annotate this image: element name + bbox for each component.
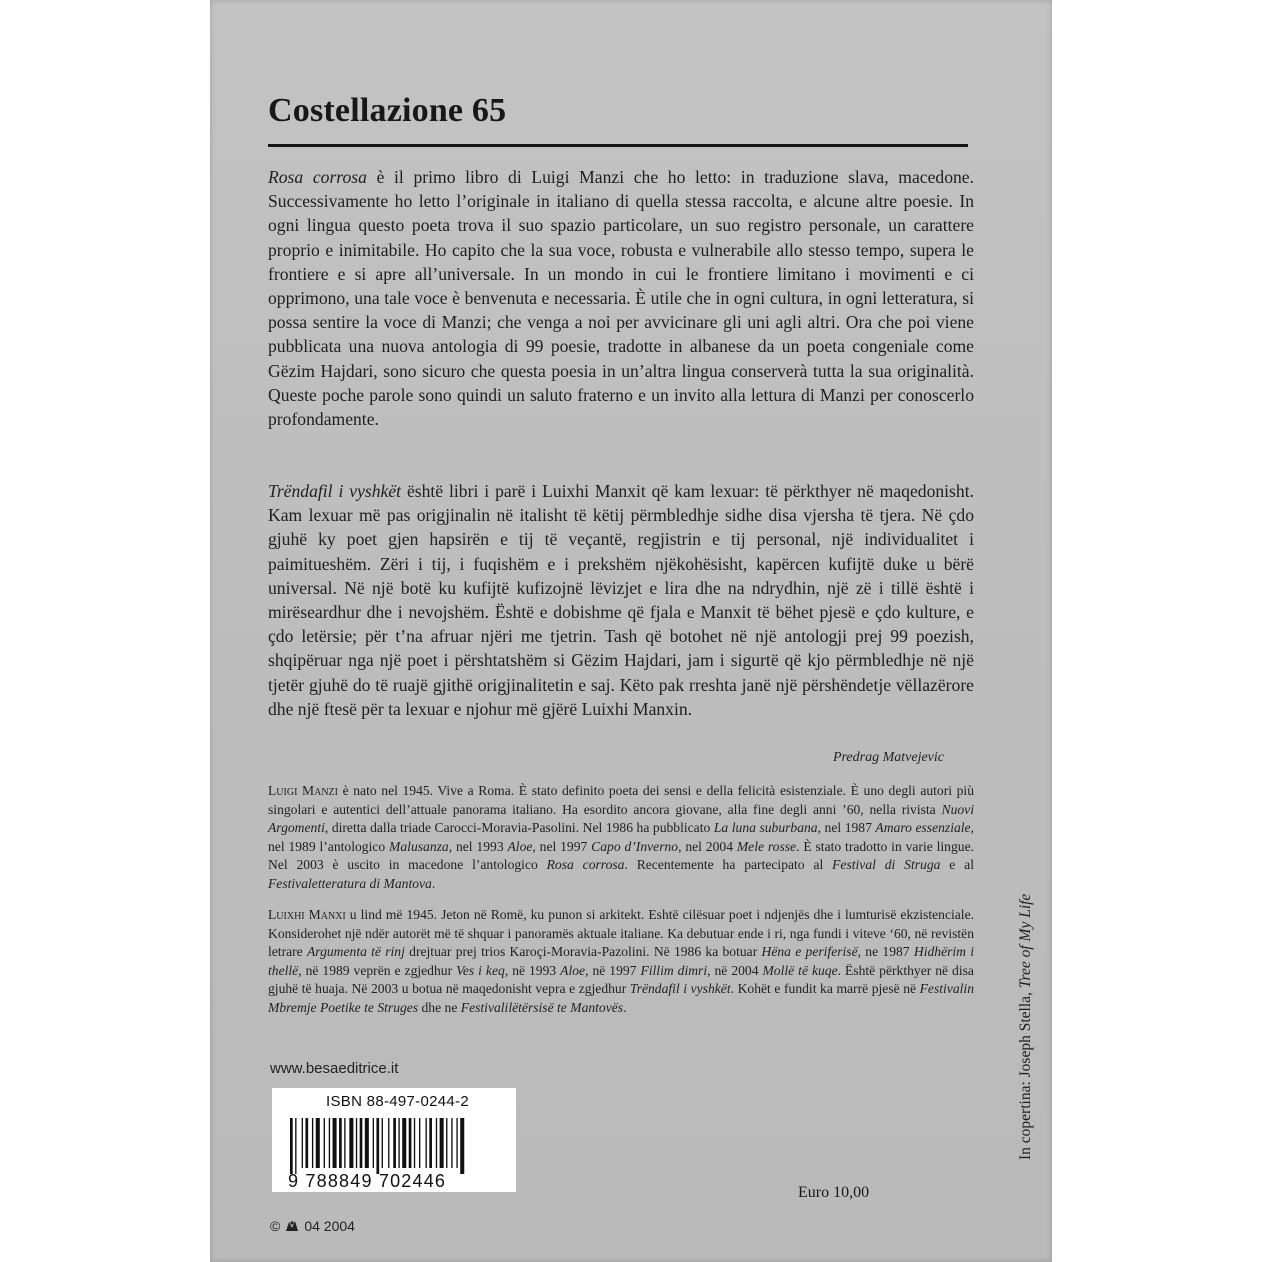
text-run: è il primo libro di Luigi Manzi che ho letto: in traduzione slava, macedone. Successivamente ho letto l’originale in italiano di quella stessa raccolta, e alcune altre poesie. In ogni lingua questo poeta trova il suo spazio particolare, un suo registro personale, un carattere proprio e inimitabile. Ho capito che la sua voce, robusta e vulnerabile allo stesso tempo, supera le frontiere e si apre all’universale. In un mondo in cui le frontiere limitano i movimenti e ci opprimono, una tale voce è benvenuta e necessaria. È utile che in ogni cultura, in ogni letteratura, si possa sentire la voce di Manzi; che venga a noi per avvicinare gli uni agli altri. Ora che poi viene pubblicata una nuova antologia di 99 poesie, tradotte in albanese da un poeta congeniale come Gëzim Hajdari, sono sicuro che questa poesia in un’altra lingua conserverà tutta la sua originalità. Queste poche parole sono quindi un saluto fraterno e un invito alla lettura di Manzi per conoscerlo profondamente. xyxy=(268,167,974,430)
text-run: . È stato tradotto in varie lingue. Nel 2003 è uscito in macedone l’antologico xyxy=(268,838,975,873)
barcode-bar xyxy=(324,1118,325,1168)
barcode-bar xyxy=(365,1118,369,1168)
albanian-author-bio xyxy=(268,906,974,1018)
text-run: u lind më 1945. Jeton në Romë, ku punon si arkitekt. Eshtë cilësuar poet i ndjenjës dhe i lumturisë ekzistenciale. Konsiderohet një ndër autorët më të shquar i panoramës aktuale italiane. Ka debutuar ende i ri, nga fundi i viteve ‘60, në revistën letrare xyxy=(268,907,975,960)
text-run: . xyxy=(431,875,436,891)
text-run: Luixhi Manxi xyxy=(268,907,346,922)
publisher-website: www.besaeditrice.it xyxy=(270,1060,399,1077)
text-run: Amaro essenziale xyxy=(875,820,971,836)
barcode-bar xyxy=(398,1118,399,1168)
barcode-bar xyxy=(339,1118,342,1168)
text-run: Festivalin Mbremje Poetike te Struges xyxy=(268,981,974,1015)
text-run: Mollë të kuqe xyxy=(762,962,838,978)
text-run: Trëndafil i vyshkët xyxy=(268,481,402,501)
barcode-bar xyxy=(429,1118,432,1168)
blurb-author: Predrag Matvejevic xyxy=(832,750,944,765)
text-run: , diretta dalla triade Carocci-Moravia-Pasolini. Nel 1986 ha pubblicato xyxy=(324,820,714,836)
text-run: Malusanza xyxy=(389,838,449,854)
text-run: Tree of My Life xyxy=(1017,893,1034,989)
barcode-bar xyxy=(388,1118,389,1168)
text-run: është libri i parë i Luixhi Manxit që kam lexuar: të përkthyer në maqedonisht. Kam lexuar më pas origjinalin në italisht të këtij përmbledhje sidhe disa vjersha të tjera. Në çdo gjuhë ky poet gjen hapsirën e tij të veçantë, regjistrin e tij personal, një individualitet i paimitueshëm. Zëri i tij, i fuqishëm e i prekshëm njëkohësisht, kapërcen kufijtë duke u bërë universal. Në një botë ku kufijtë kufizojnë lëvizjet e lira dhe na ndrydhin, një zë i tillë është i mirëseardhur dhe i nevojshëm. Është e dobishme që fjala e Manxit të bëhet pjesë e çdo kulture, e çdo letërsie; për t’na afruar njëri me tjetrin. Tash që botohet në një antologji prej 99 poezish, shqipëruar nga një poet i përshtatshëm si Gëzim Hajdari, jam i sigurtë që kjo përmbledhje në një tjetër gjuhë do të ruajë gjithë origjinalitetin e saj. Këto pak rreshta janë një përshëndetje vëllazërore dhe një ftesë për ta lexuar e njohur më gjërë Luixhi Manxin. xyxy=(268,481,974,719)
text-run: drejtuar prej trios Karoçi-Moravia-Pazolini. Në 1986 ka botuar xyxy=(404,944,762,960)
text-run: , në 1989 veprën e zgjedhur xyxy=(298,962,457,978)
barcode-bar xyxy=(312,1118,313,1168)
text-run: , në 1993 xyxy=(504,962,561,978)
text-run: , nel 2004 xyxy=(678,838,737,854)
publisher-logo-icon xyxy=(284,1219,300,1233)
barcode-bar xyxy=(426,1118,427,1168)
barcode-bar xyxy=(409,1118,412,1168)
barcode-bar xyxy=(460,1118,464,1174)
text-run: , nel 1987 xyxy=(817,820,876,836)
text-run: Hëna e periferisë xyxy=(761,944,858,960)
text-run: In copertina: Joseph Stella, xyxy=(1017,988,1034,1160)
text-run: Argumenta të rinj xyxy=(306,944,405,960)
barcode-bar xyxy=(414,1118,415,1168)
italian-author-bio xyxy=(268,782,974,894)
text-run: , në 2004 xyxy=(707,962,763,978)
barcode-bar xyxy=(436,1118,437,1168)
barcode-digits: 9 788849 702446 xyxy=(288,1171,447,1191)
text-run: Hidhërim i thellë xyxy=(268,944,975,978)
text-run: . Është përkthyer në disa gjuhë të huaja. Në 2003 u botua në maqedonisht vepra e zgjedhur xyxy=(268,962,974,997)
barcode-bar xyxy=(419,1118,420,1168)
text-run: Ves i keq xyxy=(456,962,505,978)
copyright-icon: © xyxy=(270,1218,281,1234)
text-run: Festival di Struga xyxy=(832,857,941,873)
text-run: . Recentemente ha partecipato al xyxy=(624,857,833,873)
edition-date: 04 2004 xyxy=(304,1218,355,1234)
text-run: dhe ne xyxy=(418,999,461,1015)
text-run: Rosa corrosa xyxy=(546,857,625,873)
text-run: Festivaletteratura di Mantova xyxy=(268,875,432,891)
text-run: La luna suburbana xyxy=(713,820,818,836)
albanian-blurb xyxy=(268,479,974,721)
text-run: , në 1997 xyxy=(585,962,641,978)
text-run: , ne 1987 xyxy=(857,944,914,960)
barcode-bar xyxy=(302,1118,303,1168)
series-title: Costellazione 65 xyxy=(268,92,507,129)
text-run: , nel 1989 l’antologico xyxy=(268,820,974,854)
barcode-bar xyxy=(373,1118,374,1168)
barcode-bar xyxy=(440,1118,444,1168)
barcode-bar xyxy=(316,1118,320,1168)
barcode-bar xyxy=(344,1118,345,1168)
text-run: . Kohët e fundit ka marrë pjesë në xyxy=(730,981,920,997)
text-run: Rosa corrosa xyxy=(268,167,367,187)
text-run: Festivalilëtërsisë te Mantovës xyxy=(460,999,624,1015)
barcode-bar xyxy=(290,1118,293,1174)
barcode-bar xyxy=(402,1118,406,1168)
barcode-bar xyxy=(356,1118,357,1168)
italian-blurb xyxy=(268,165,974,431)
text-run: Trëndafil i vyshkët xyxy=(629,981,731,997)
barcode-bar xyxy=(295,1118,296,1174)
barcode-bar xyxy=(329,1118,330,1168)
barcode-bar xyxy=(349,1118,353,1168)
price-label: Euro 10,00 xyxy=(798,1184,870,1201)
text-run: Mele rosse xyxy=(736,838,797,854)
barcode-bar xyxy=(305,1118,308,1168)
text-run: Luigi Manzi xyxy=(268,783,338,798)
title-divider xyxy=(268,144,968,147)
barcode-bar xyxy=(446,1118,447,1168)
isbn-number: ISBN 88-497-0244-2 xyxy=(326,1093,469,1110)
text-run: Aloe xyxy=(560,962,586,978)
barcode-bar xyxy=(382,1118,383,1168)
barcode-bar xyxy=(333,1118,337,1168)
barcode-bar xyxy=(393,1118,396,1168)
text-run: , nel 1993 xyxy=(448,838,508,854)
text-run: Aloe xyxy=(507,838,533,854)
isbn-barcode xyxy=(272,1088,516,1192)
text-run: e al xyxy=(940,857,974,873)
barcode-bar xyxy=(376,1118,379,1174)
text-run: Capo d’Inverno xyxy=(591,838,679,854)
barcode-bar xyxy=(451,1118,452,1168)
text-run: , nel 1997 xyxy=(532,838,592,854)
text-run: è nato nel 1945. Vive a Roma. È stato definito poeta dei sensi e della felicità esistenziale. È uno degli autori più singolari e autentici dell’attuale panorama italiano. Ha esordito ancora giovane, alla fine degli anni ’60, nella rivista xyxy=(268,783,975,817)
edition-info xyxy=(270,1218,355,1234)
cover-image-credit xyxy=(1017,894,1035,1160)
text-run: Nuovi Argomenti xyxy=(268,801,974,836)
barcode-bar xyxy=(360,1118,363,1168)
text-run: Fillim dimri xyxy=(640,962,708,978)
text-run: . xyxy=(623,999,627,1015)
barcode-bar xyxy=(456,1118,457,1168)
